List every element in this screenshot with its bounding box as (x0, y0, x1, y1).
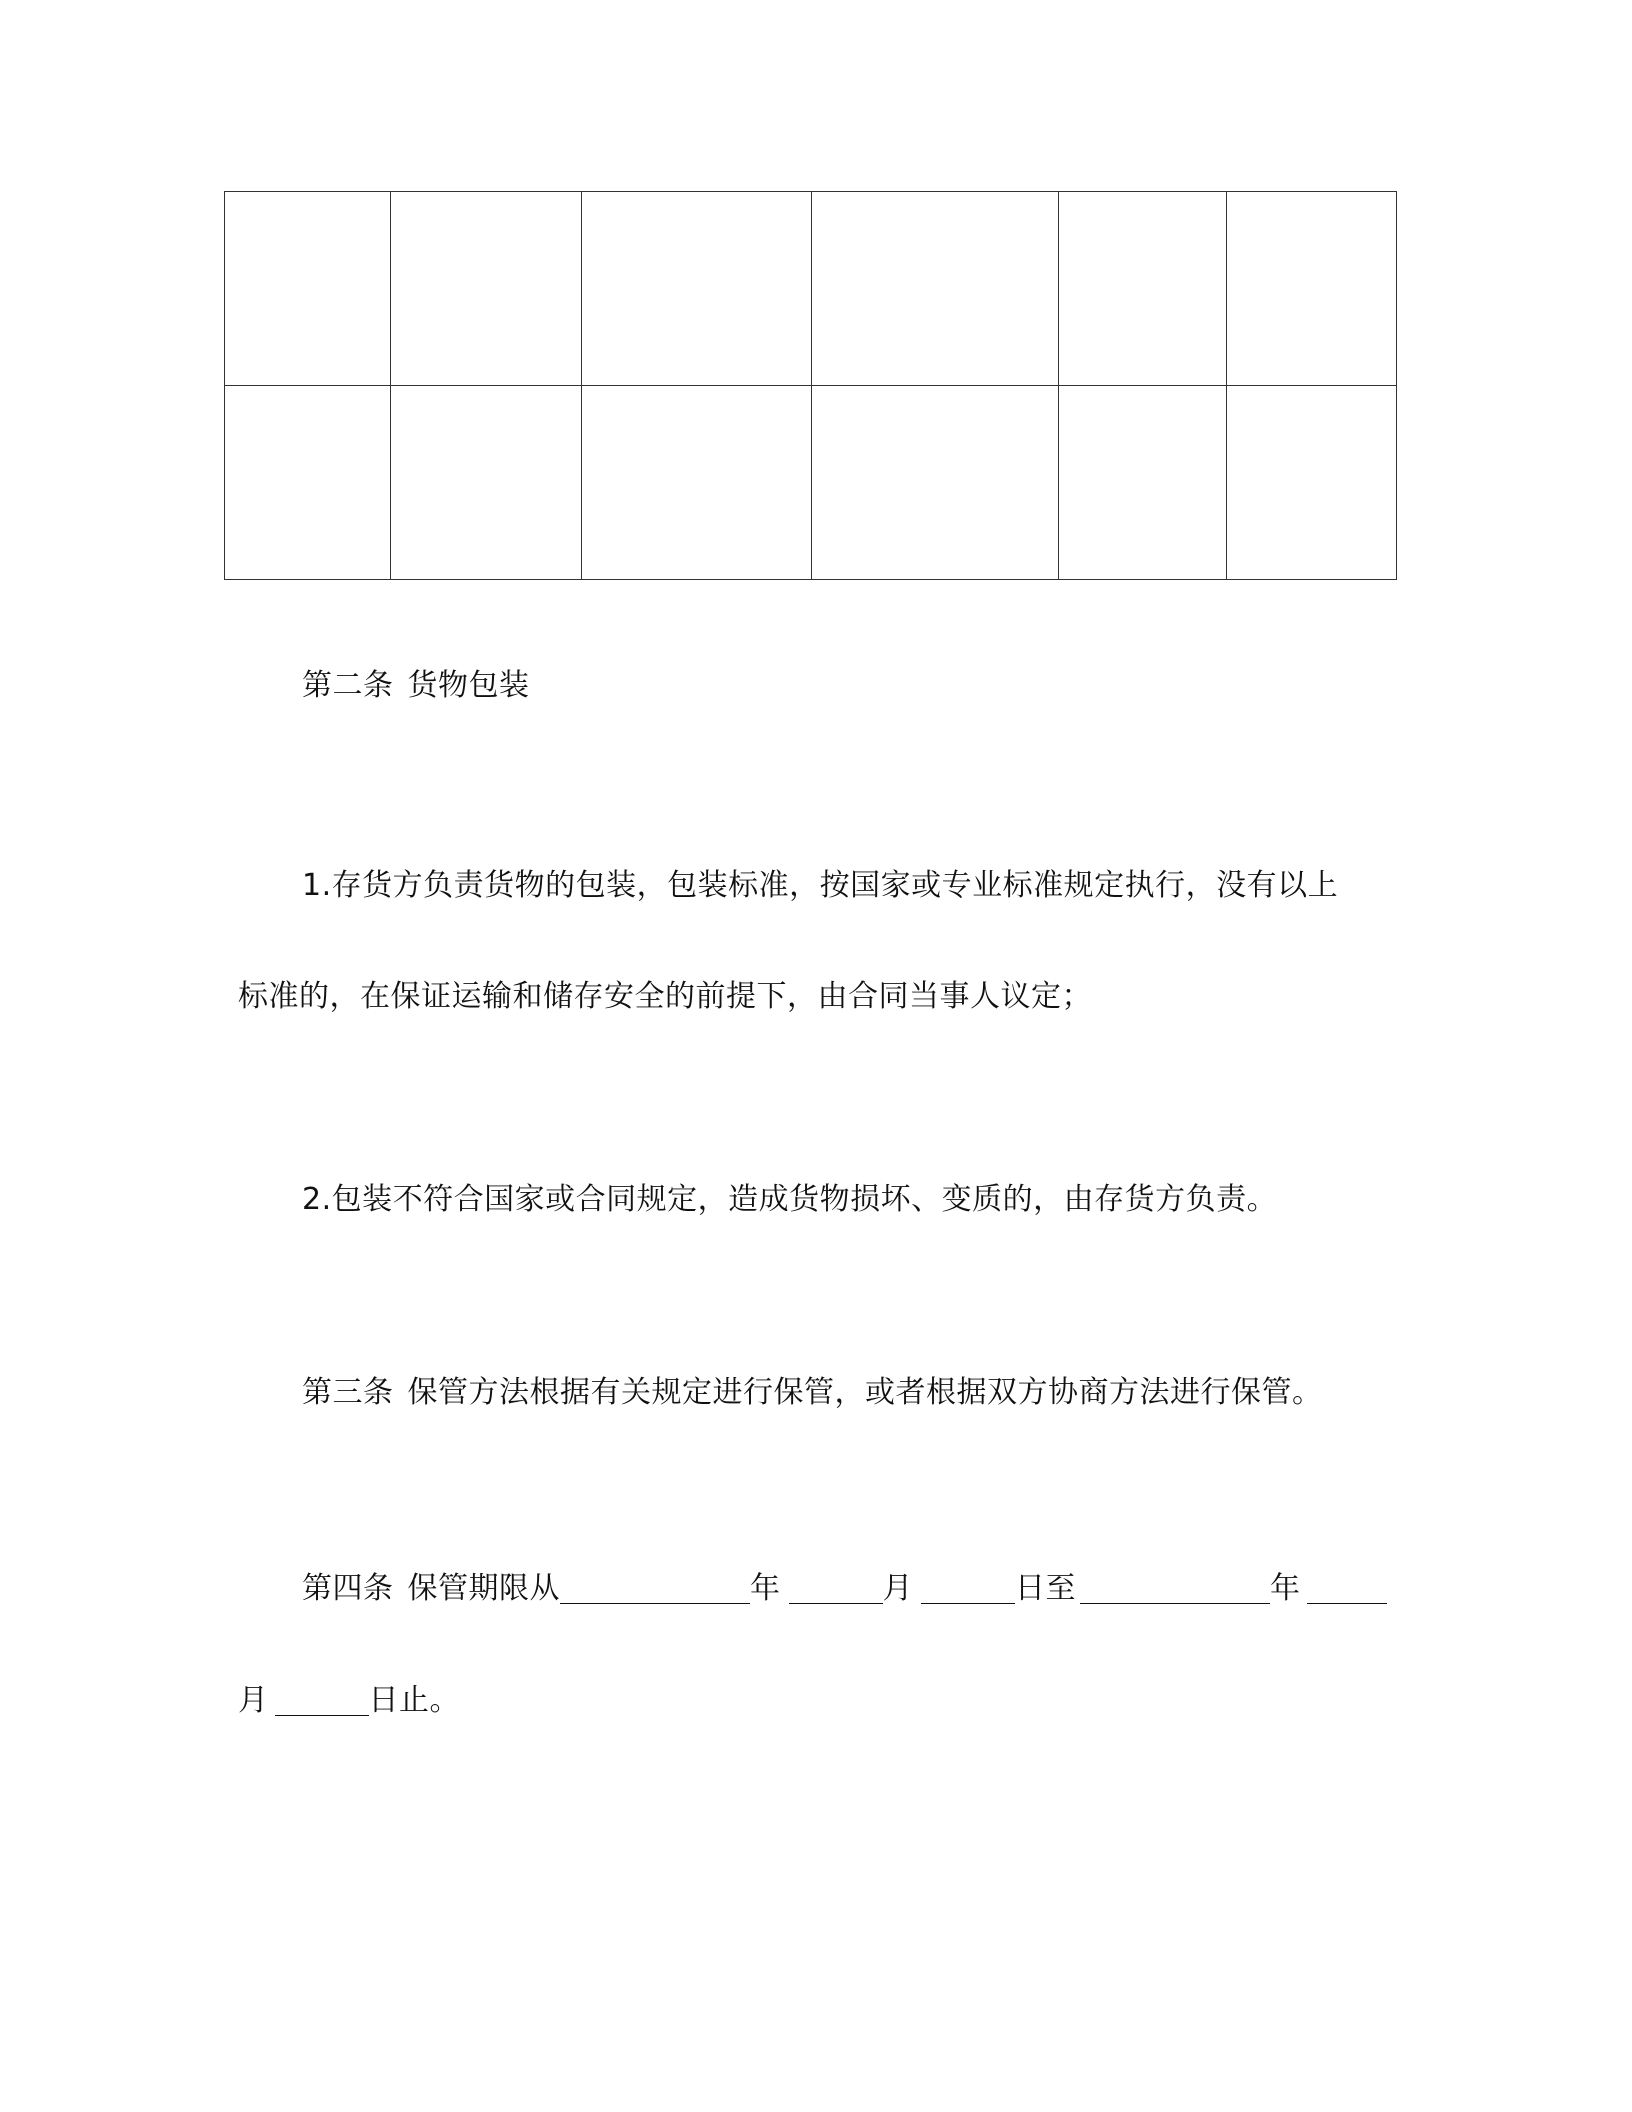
start-day-to-label: 日至 (1015, 1571, 1076, 1606)
article2-item1-line1: 1.存货方负责货物的包装，包装标准，按国家或专业标准规定执行，没有以上 (302, 868, 1339, 903)
article3-paragraph (302, 1373, 1323, 1413)
article2-number: 第二条 (302, 668, 394, 703)
goods-table (224, 191, 1397, 580)
end-day-label: 日止。 (368, 1683, 460, 1718)
article3-number: 第三条 (302, 1375, 394, 1410)
table-cell (391, 192, 582, 386)
start-year-label: 年 (750, 1571, 781, 1606)
article4-number: 第四条 (302, 1571, 394, 1606)
table-cell (1059, 386, 1227, 580)
table-cell (225, 192, 391, 386)
table-row (225, 192, 1397, 386)
table-cell (1059, 192, 1227, 386)
article4-line2 (238, 1681, 460, 1721)
table-cell (1227, 386, 1397, 580)
article2-heading (302, 666, 530, 706)
end-day-blank[interactable] (275, 1685, 369, 1716)
start-month-label: 月 (882, 1571, 913, 1606)
end-year-blank[interactable] (1080, 1573, 1270, 1604)
start-day-blank[interactable] (921, 1573, 1015, 1604)
table-cell (582, 386, 812, 580)
table-cell (582, 192, 812, 386)
table-cell (1227, 192, 1397, 386)
table-cell (812, 386, 1059, 580)
article4-line1 (302, 1569, 1387, 1609)
start-year-blank[interactable] (560, 1573, 750, 1604)
table-cell (812, 192, 1059, 386)
article3-text: 保管方法根据有关规定进行保管，或者根据双方协商方法进行保管。 (407, 1375, 1323, 1410)
table-cell (391, 386, 582, 580)
end-year-label: 年 (1270, 1571, 1301, 1606)
article2-item2: 2.包装不符合国家或合同规定，造成货物损坏、变质的，由存货方负责。 (302, 1182, 1278, 1217)
table-row (225, 386, 1397, 580)
article2-item1-line2: 标准的，在保证运输和储存安全的前提下，由合同当事人议定； (238, 979, 1092, 1014)
end-month-blank-part1[interactable] (1307, 1573, 1387, 1604)
table-cell (225, 386, 391, 580)
article4-text-from: 保管期限从 (407, 1571, 560, 1606)
end-month-label: 月 (238, 1683, 269, 1718)
article2-title: 货物包装 (407, 668, 530, 703)
start-month-blank[interactable] (789, 1573, 883, 1604)
